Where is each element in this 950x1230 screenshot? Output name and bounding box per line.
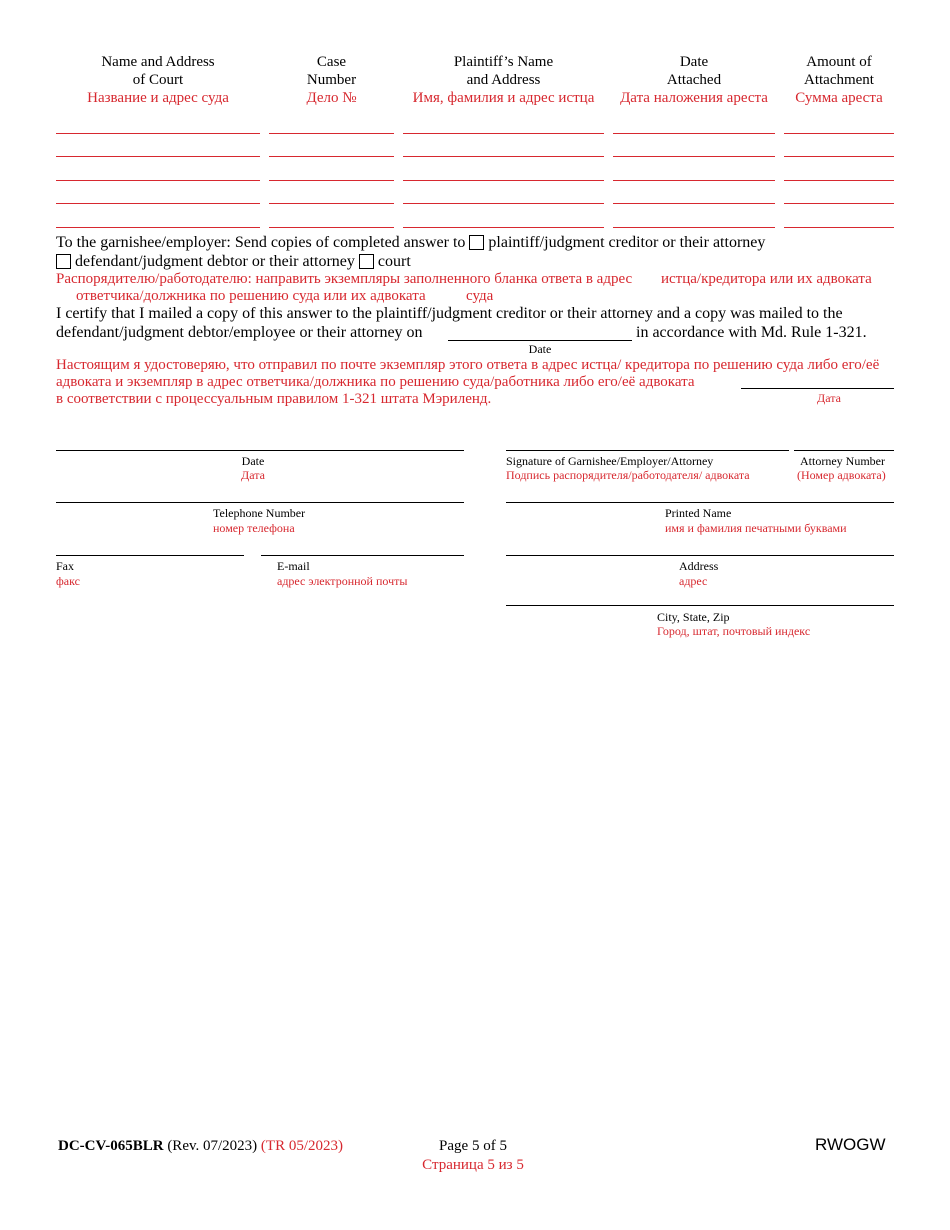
send-ru-line-1: Распорядителю/работодателю: направить экземпляры заполненного бланка ответа в адрес bbox=[56, 271, 633, 287]
table-cell-r4-c4[interactable] bbox=[613, 203, 775, 204]
certify-date-label: Date bbox=[528, 342, 552, 356]
telephone-field[interactable] bbox=[56, 502, 464, 503]
telephone-label: Telephone Number bbox=[213, 506, 306, 520]
certify-ru-line-2: адвоката и экземпляр в адрес ответчика/должника по решению суда/работника либо его/её адвоката bbox=[56, 374, 695, 390]
table-cell-r1-c2[interactable] bbox=[269, 133, 394, 134]
fax-label: Fax bbox=[56, 559, 74, 573]
send-ru-court: суда bbox=[466, 288, 494, 304]
defendant-checkbox[interactable] bbox=[56, 254, 71, 269]
city-state-zip-label-ru: Город, штат, почтовый индекс bbox=[657, 624, 811, 638]
court-checkbox[interactable] bbox=[359, 254, 374, 269]
signature-label: Signature of Garnishee/Employer/Attorney bbox=[506, 454, 714, 468]
col-header-date: Date Attached Дата наложения ареста bbox=[620, 54, 768, 106]
attorney-number-field[interactable] bbox=[794, 450, 894, 451]
table-cell-r2-c1[interactable] bbox=[56, 156, 260, 157]
form-code: DC-CV-065BLR bbox=[58, 1138, 164, 1154]
table-cell-r2-c4[interactable] bbox=[613, 156, 775, 157]
plaintiff-checkbox[interactable] bbox=[469, 235, 484, 250]
col-header-amount: Amount of Attachment Сумма ареста bbox=[795, 54, 883, 106]
city-state-zip-label: City, State, Zip bbox=[657, 610, 730, 624]
col-header-case: Case Number Дело № bbox=[306, 54, 357, 106]
table-cell-r5-c5[interactable] bbox=[784, 227, 894, 228]
address-field[interactable] bbox=[506, 555, 894, 556]
send-ru-plaintiff: истца/кредитора или их адвоката bbox=[661, 271, 872, 287]
col-header-plaintiff: Plaintiff’s Name and Address Имя, фамилия и адрес истца bbox=[412, 54, 595, 106]
date-label: Date bbox=[241, 454, 265, 468]
table-cell-r2-c5[interactable] bbox=[784, 156, 894, 157]
table-cell-r5-c2[interactable] bbox=[269, 227, 394, 228]
table-cell-r1-c4[interactable] bbox=[613, 133, 775, 134]
certify-ru-date-label: Дата bbox=[817, 391, 841, 405]
fax-label-ru: факс bbox=[56, 574, 80, 588]
send-ru-defendant: ответчика/должника по решению суда или их адвоката bbox=[76, 288, 426, 304]
email-label: E-mail bbox=[277, 559, 310, 573]
date-field[interactable] bbox=[56, 450, 464, 451]
table-cell-r1-c3[interactable] bbox=[403, 133, 604, 134]
attorney-number-label-ru: (Номер адвоката) bbox=[797, 468, 886, 482]
attorney-number-label: Attorney Number bbox=[800, 454, 885, 468]
send-copies-line-2: defendant/judgment debtor or their attorney court bbox=[56, 252, 411, 271]
certify-line-2b: in accordance with Md. Rule 1-321. bbox=[636, 324, 867, 341]
col-header-court: Name and Address of Court Название и адрес суда bbox=[87, 54, 229, 106]
table-cell-r4-c3[interactable] bbox=[403, 203, 604, 204]
printed-name-label: Printed Name bbox=[665, 506, 732, 520]
table-cell-r3-c3[interactable] bbox=[403, 180, 604, 181]
table-cell-r5-c3[interactable] bbox=[403, 227, 604, 228]
city-state-zip-field[interactable] bbox=[506, 605, 894, 606]
table-cell-r4-c2[interactable] bbox=[269, 203, 394, 204]
printed-name-label-ru: имя и фамилия печатными буквами bbox=[665, 521, 847, 535]
email-label-ru: адрес электронной почты bbox=[277, 574, 408, 588]
form-system-code: RWOGW bbox=[815, 1135, 886, 1154]
table-cell-r3-c2[interactable] bbox=[269, 180, 394, 181]
table-cell-r2-c2[interactable] bbox=[269, 156, 394, 157]
certify-ru-line-3: в соответствии с процессуальным правилом 1-321 штата Мэриленд. bbox=[56, 391, 492, 407]
telephone-label-ru: номер телефона bbox=[213, 521, 295, 535]
certify-date-field[interactable] bbox=[448, 340, 632, 341]
table-cell-r1-c5[interactable] bbox=[784, 133, 894, 134]
certify-line-1: I certify that I mailed a copy of this answer to the plaintiff/judgment creditor or their attorney and a copy was mailed to the bbox=[56, 305, 843, 322]
fax-field[interactable] bbox=[56, 555, 244, 556]
page-number: Page 5 of 5 bbox=[439, 1138, 507, 1154]
table-cell-r4-c5[interactable] bbox=[784, 203, 894, 204]
send-copies-line: To the garnishee/employer: Send copies of completed answer to plaintiff/judgment creditor or their attorney bbox=[56, 234, 766, 251]
signature-label-ru: Подпись распорядителя/работодателя/ адвоката bbox=[506, 468, 750, 482]
table-cell-r5-c4[interactable] bbox=[613, 227, 775, 228]
date-label-ru: Дата bbox=[241, 468, 265, 482]
signature-field[interactable] bbox=[506, 450, 789, 451]
address-label: Address bbox=[679, 559, 719, 573]
table-cell-r1-c1[interactable] bbox=[56, 133, 260, 134]
certify-ru-line-1: Настоящим я удостоверяю, что отправил по почте экземпляр этого ответа в адрес истца/ кредитора по решению суда либо его/её bbox=[56, 357, 880, 373]
printed-name-field[interactable] bbox=[506, 502, 894, 503]
table-cell-r3-c4[interactable] bbox=[613, 180, 775, 181]
table-cell-r3-c1[interactable] bbox=[56, 180, 260, 181]
certify-ru-date-field[interactable] bbox=[741, 388, 894, 389]
table-cell-r3-c5[interactable] bbox=[784, 180, 894, 181]
table-cell-r2-c3[interactable] bbox=[403, 156, 604, 157]
form-revision: DC-CV-065BLR (Rev. 07/2023) (TR 05/2023) bbox=[58, 1138, 343, 1154]
table-cell-r5-c1[interactable] bbox=[56, 227, 260, 228]
email-field[interactable] bbox=[261, 555, 464, 556]
address-label-ru: адрес bbox=[679, 574, 708, 588]
page-number-ru: Страница 5 из 5 bbox=[422, 1157, 524, 1173]
certify-line-2a: defendant/judgment debtor/employee or their attorney on bbox=[56, 324, 423, 341]
table-cell-r4-c1[interactable] bbox=[56, 203, 260, 204]
